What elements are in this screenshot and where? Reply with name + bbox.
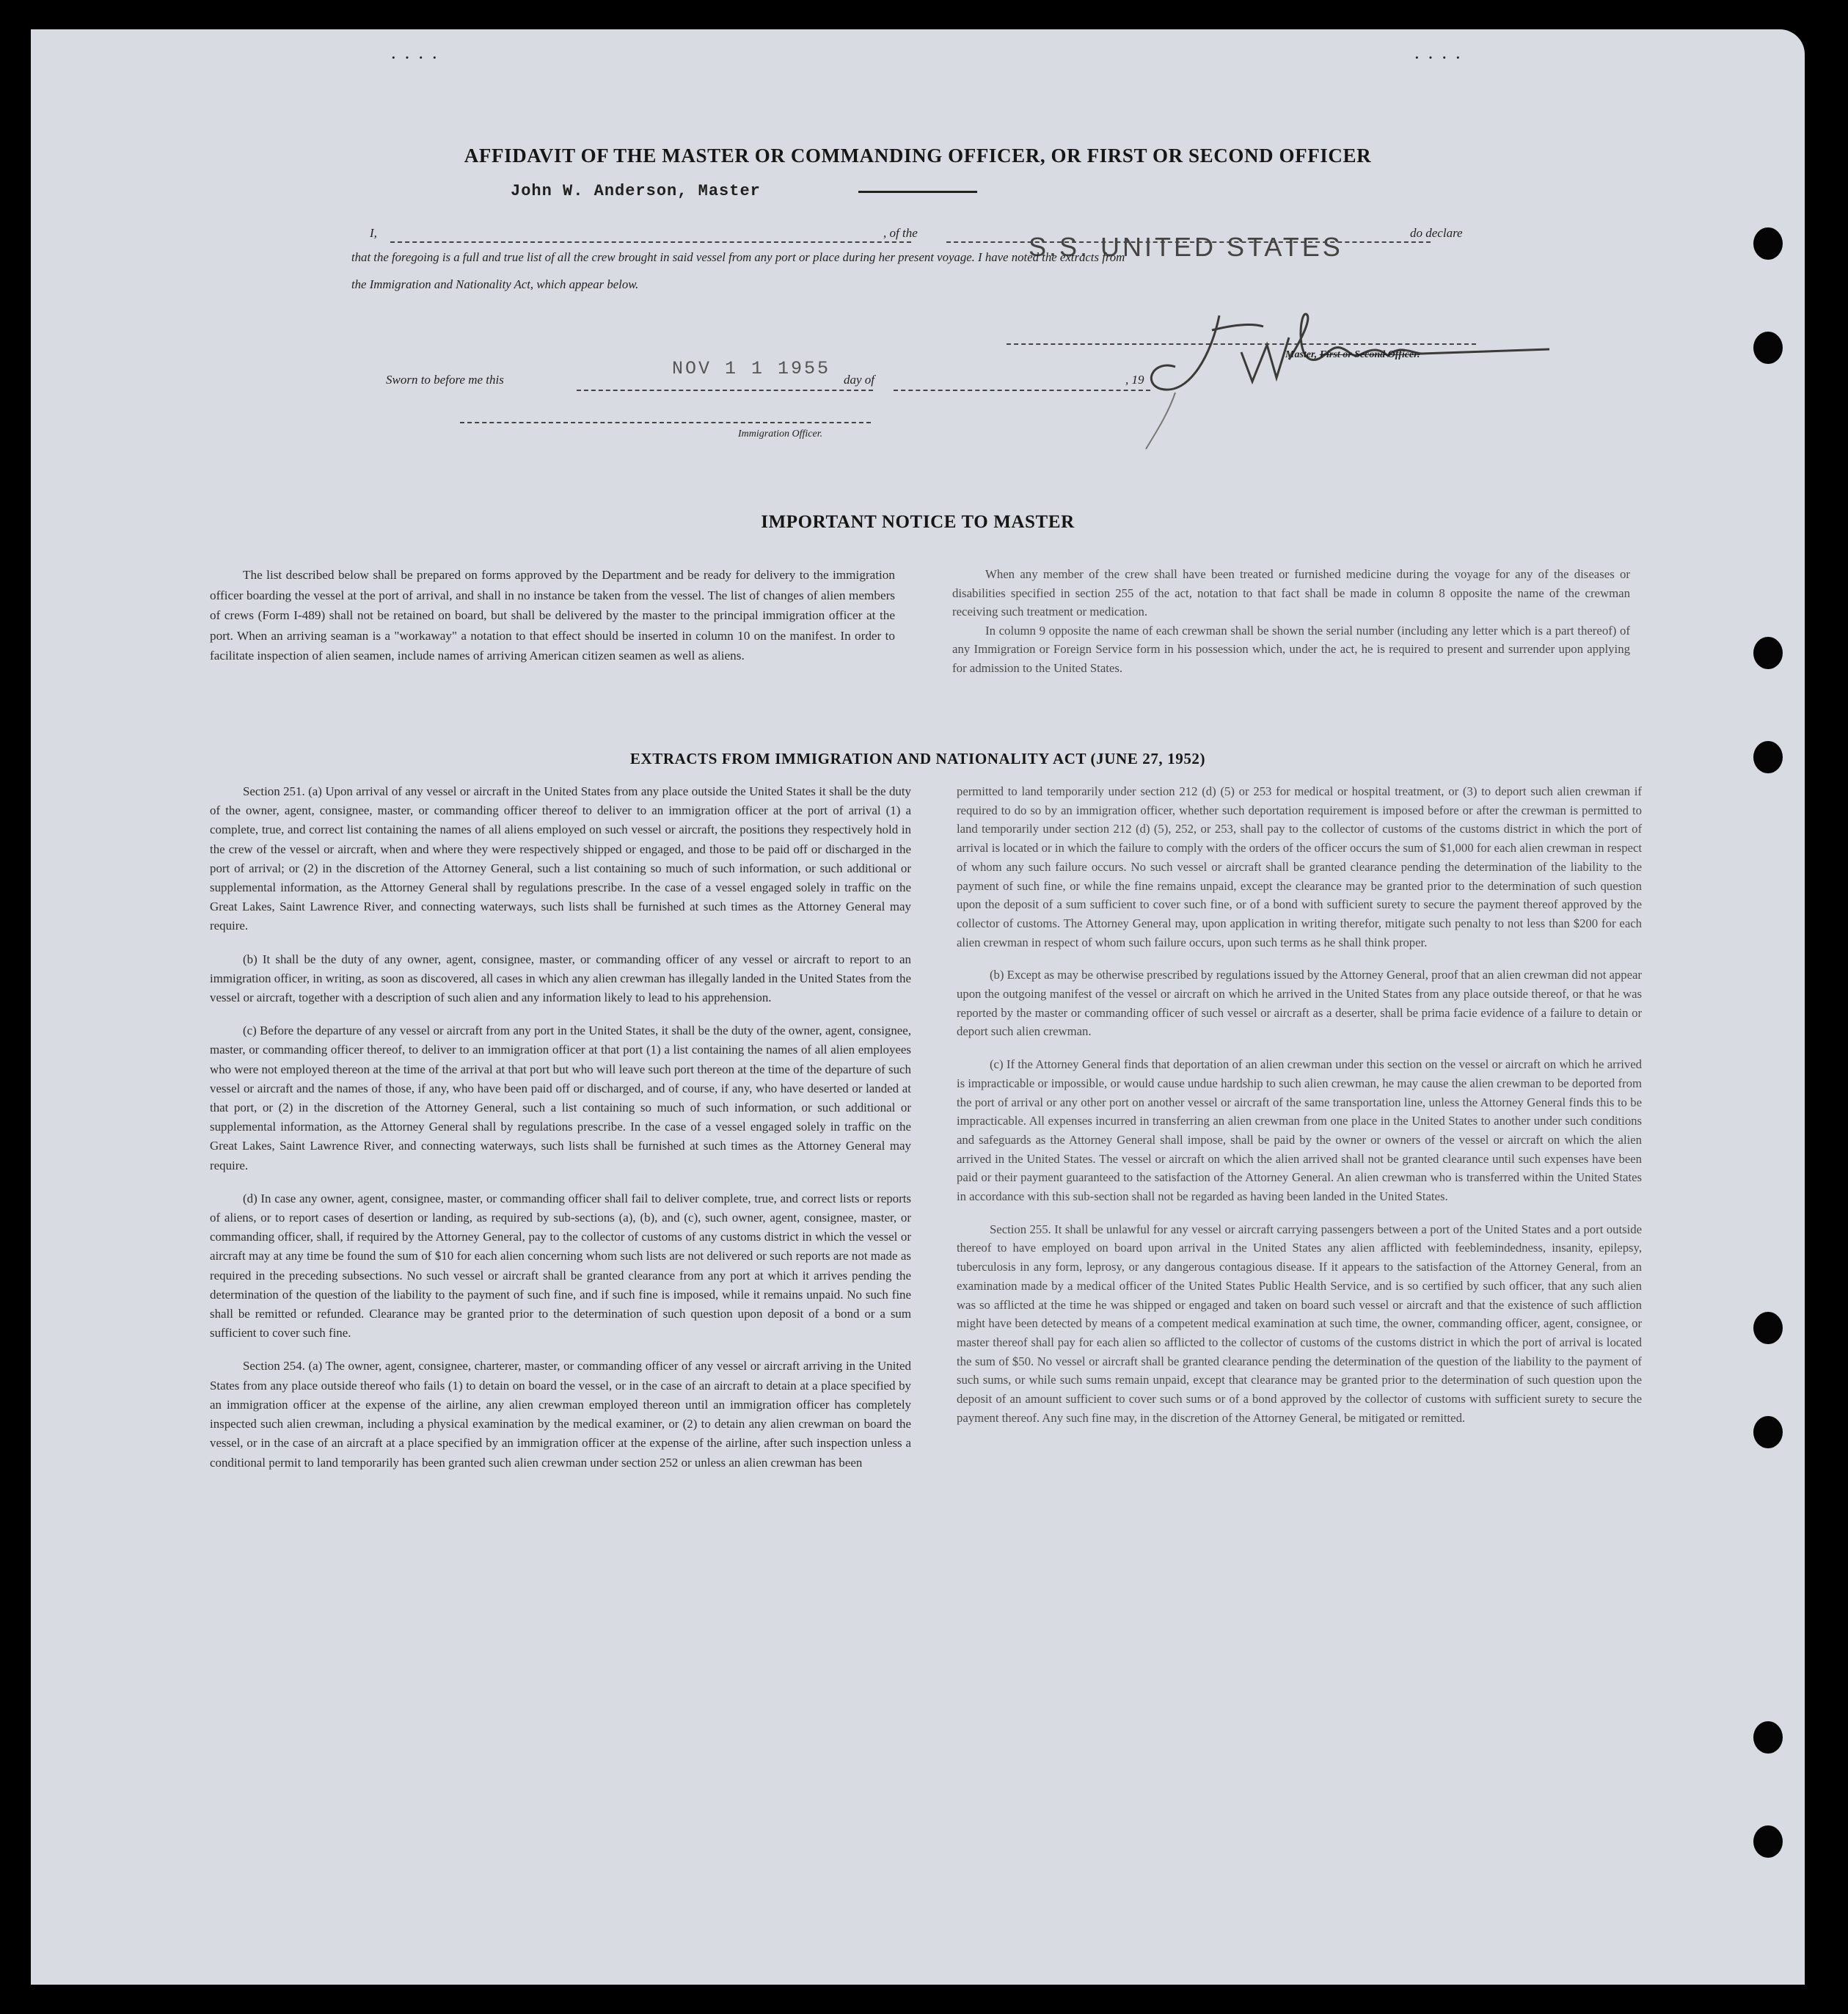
corner-marks-left: ····	[390, 47, 445, 68]
notice-right-column	[952, 565, 1630, 677]
punch-hole	[1753, 1312, 1783, 1344]
punch-hole	[1753, 332, 1783, 364]
signature-title-master: Master,	[1285, 349, 1318, 360]
immigration-officer-label: Immigration Officer.	[738, 428, 823, 439]
year-prefix: , 19	[1125, 373, 1144, 387]
statement-line-2: the Immigration and Nationality Act, which appear below.	[351, 277, 639, 291]
extract-section-251a: Section 251. (a) Upon arrival of any vessel or aircraft in the United States from any place outside the United States it shall be the duty of the owner, agent, consignee, master, or commanding officer thereof to deliver to an immigration officer at the port of arrival (1) a complete, true, and correct list containing the names of all aliens employed on such vessel or aircraft, the positions they respectively hold in the crew of the vessel or aircraft, when and where they were respectively shipped or engaged, and those to be paid off or discharged in the port of arrival; or (2) in the discretion of the Attorney General, such a list containing so much of such information, or such additional or supplemental information, as the Attorney General shall by regulations prescribe. In the case of a vessel engaged solely in traffic on the Great Lakes, Saint Lawrence River, and connecting waterways, such lists shall be furnished at such times as the Attorney General may require.	[210, 784, 911, 933]
document-page	[31, 29, 1805, 1985]
signature-title	[1285, 349, 1420, 361]
vessel-name-stamp: S.S. UNITED STATES	[1029, 232, 1343, 262]
extract-section-251b: (b) It shall be the duty of any owner, agent, consignee, master, or commanding officer of any vessel or aircraft to report to an immigration officer, in writing, as soon as discovered, all cases in which any alien crewman has illegally landed in the United States from the vessel or aircraft, together with a description of such alien and any information likely to lead to his apprehension.	[210, 952, 911, 1005]
typed-name-stamp: John W. Anderson, Master	[511, 182, 761, 200]
sworn-date-line	[577, 390, 873, 391]
month-line	[894, 390, 1150, 391]
extract-section-254b: (b) Except as may be otherwise prescribed by regulations issued by the Attorney General, proof that an alien crewman did not appear upon the outgoing manifest of the vessel or aircraft on which he arrived in the United States from any place outside thereof, or that he was reported by the master or commanding officer of such vessel or aircraft as a deserter, shall be prima facie evidence of a failure to detain or deport such alien crewman.	[957, 968, 1642, 1039]
title-rule	[858, 191, 977, 193]
extracts-right-column	[957, 782, 1642, 1442]
notice-left-paragraph: The list described below shall be prepared on forms approved by the Department and be ready for delivery to the immigration officer boarding the vessel at the port of arrival, and shall in no instance be taken from the vessel. The list of changes of alien members of crews (Form I-489) shall not be retained on board, but shall be delivered by the master to the principal immigration officer at the port. When an arriving seaman is a "workaway" a notation to that effect should be inserted in column 10 on the manifest. In order to facilitate inspection of alien seamen, include names of arriving American citizen seamen as well as aliens.	[210, 568, 895, 663]
extract-section-254c: (c) If the Attorney General finds that deportation of an alien crewman under this section on the vessel or aircraft on which he arrived is impracticable or impossible, or would cause undue hardship to such alien crewman, he may cause the alien crewman to be deported from the port of arrival or any other port on another vessel or aircraft of the same transportation line, unless the Attorney General finds this to be impracticable. All expenses incurred in transferring an alien crewman from one place in the United States to another under such conditions and safeguards as the Attorney General shall impose, shall be paid by the owner or owners of the vessel or aircraft on which the alien arrived in the United States. The vessel or aircraft on which the alien arrived shall not be granted clearance until such expenses have been paid or their payment guaranteed to the satisfaction of the Attorney General. An alien crewman who is transferred within the United States in accordance with this sub-section shall not be regarded as having been landed in the United States.	[957, 1057, 1642, 1204]
punch-hole	[1753, 637, 1783, 669]
sworn-label: Sworn to before me this	[386, 373, 504, 387]
do-declare-label: do declare	[1410, 226, 1463, 240]
extract-section-254a-cont: permitted to land temporarily under section 212 (d) (5) or 253 for medical or hospital treatment, or (3) to deport such alien crewman if required to do so by an immigration officer, whether such deportation requirement is imposed before or after the crewman is permitted to land temporarily under section 212 (d) (5), 252, or 253, shall pay to the collector of customs of the customs district in which the port of arrival is located or in which the failure to comply with the orders of the officer occurs the sum of $1,000 for each alien crewman in respect of whom any such failure occurs. No such vessel or aircraft shall be granted clearance pending the determination of the liability to the payment of such fine, or while the fine remains unpaid, except the clearance may be granted prior to the determination of such question upon the deposit of a sum sufficient to cover such fine, or of a bond with sufficient surety to secure the payment thereof approved by the collector of customs. The Attorney General may, upon application in writing therefor, mitigate such penalty to not less than $200 for each alien crewman in respect of whom such failure occurs, upon such terms as he shall think proper.	[957, 784, 1642, 949]
handwritten-signature	[1131, 286, 1564, 455]
notice-left-column	[210, 565, 895, 666]
of-the-label: , of the	[883, 226, 918, 240]
name-line	[390, 241, 911, 243]
notice-title: IMPORTANT NOTICE TO MASTER	[761, 512, 1075, 532]
signature-title-struck: First or Second Officer.	[1319, 349, 1420, 360]
punch-hole	[1753, 227, 1783, 260]
extract-section-251c: (c) Before the departure of any vessel or aircraft from any port in the United States, it shall be the duty of the owner, agent, consignee, master, or commanding officer thereof, to deliver to an immigration officer at that port (1) a list containing the names of all alien employees who were not employed thereon at the time of the arrival at that port but who will leave such port thereon at the time of the departure of such vessel or aircraft and the names of those, if any, who have been paid off or discharged, and of course, if any, who have deserted or landed at that port, or (2) in the discretion of the Attorney General, such a list containing so much of such information, or such additional or supplemental information, as the Attorney General shall by regulations prescribe. In the case of a vessel engaged solely in traffic on the Great Lakes, Saint Lawrence River, and connecting waterways, such lists shall be furnished at such times as the Attorney General may require.	[210, 1024, 911, 1172]
extracts-left-column	[210, 782, 911, 1486]
punch-hole	[1753, 1416, 1783, 1448]
punch-hole	[1753, 1825, 1783, 1858]
day-of-label: day of	[844, 373, 875, 387]
i-label: I,	[370, 226, 377, 240]
extracts-title: EXTRACTS FROM IMMIGRATION AND NATIONALITY ACT (JUNE 27, 1952)	[629, 750, 1206, 767]
date-stamp: NOV 1 1 1955	[672, 358, 831, 379]
officer-signature-line	[460, 422, 871, 423]
statement-line-1: that the foregoing is a full and true list of all the crew brought in said vessel from any port or place during her present voyage. I have noted the extracts from	[351, 250, 1125, 264]
notice-right-paragraph-1: When any member of the crew shall have been treated or furnished medicine during the voyage for any of the diseases or disabilities specified in section 255 of the act, notation to that fact shall be made in column 8 opposite the name of the crewman receiving such treatment or medication.	[952, 567, 1630, 619]
corner-marks-right: ····	[1414, 47, 1469, 68]
punch-hole	[1753, 1721, 1783, 1754]
extract-section-251d: (d) In case any owner, agent, consignee, master, or commanding officer shall fail to deliver complete, true, and correct lists or reports of aliens, or to report cases of desertion or landing, as required by sub-sections (a), (b), and (c), such owner, agent, consignee, master, or commanding officer, shall, if required by the Attorney General, pay to the collector of customs of any customs district in which the vessel or aircraft may at any time be found the sum of $10 for each alien concerning whom such lists are not delivered or such reports are not made as required in the preceding subsections. No such vessel or aircraft shall be granted clearance from any port at which it arrives pending the determination of the question of the liability to the payment of such fine, and if such fine is imposed, while it remains unpaid. No such fine shall be remitted or refunded. Clearance may be granted prior to the determination of such question upon deposit of a bond or a sum sufficient to cover such fine.	[210, 1191, 911, 1340]
affidavit-title: AFFIDAVIT OF THE MASTER OR COMMANDING OFFICER, OR FIRST OR SECOND OFFICER	[464, 145, 1372, 167]
extract-section-255: Section 255. It shall be unlawful for any vessel or aircraft carrying passengers between a port of the United States and a port outside thereof to have employed on board upon arrival in the United States any alien afflicted with feeblemindedness, insanity, epilepsy, tuberculosis in any form, leprosy, or any dangerous contagious disease. If it appears to the satisfaction of the Attorney General, from an examination made by a medical officer of the United States Public Health Service, and is so certified by such officer, that any such alien was so afflicted at the time he was shipped or engaged and taken on board such vessel or aircraft and that the existence of such affliction might have been detected by means of a competent medical examination at such time, the owner, commanding officer, agent, consignee, or master thereof shall pay for each alien so afflicted to the collector of customs of the customs district in which the port of arrival is located the sum of $50. No vessel or aircraft shall be granted clearance pending the determination of the question of the liability to the payment of such sums, or while such sums remain unpaid, except that clearance may be granted prior to the determination of such question upon the deposit of an amount sufficient to cover such sums or of a bond approved by the collector of customs with sufficient surety to secure the payment thereof. Any such fine may, in the discretion of the Attorney General, be mitigated or remitted.	[957, 1222, 1642, 1425]
extract-section-254a: Section 254. (a) The owner, agent, consignee, charterer, master, or commanding officer of any vessel or aircraft arriving in the United States from any place outside thereof who fails (1) to detain on board the vessel, or in the case of an aircraft to detain at a place specified by an immigration officer at the expense of the airline, any alien crewman employed thereon until an immigration officer has completely inspected such alien crewman, including a physical examination by the medical examiner, or (2) to detain any alien crewman on board the vessel, or in the case of an aircraft at a place specified by an immigration officer at the expense of the airline, after such inspection unless a conditional permit to land temporarily has been granted such alien crewman under section 252 or unless an alien crewman has been	[210, 1359, 911, 1470]
notice-right-paragraph-2: In column 9 opposite the name of each crewman shall be shown the serial number (including any letter which is a part thereof) of any Immigration or Foreign Service form in his possession which, under the act, he is required to present and surrender upon applying for admission to the United States.	[952, 623, 1630, 675]
